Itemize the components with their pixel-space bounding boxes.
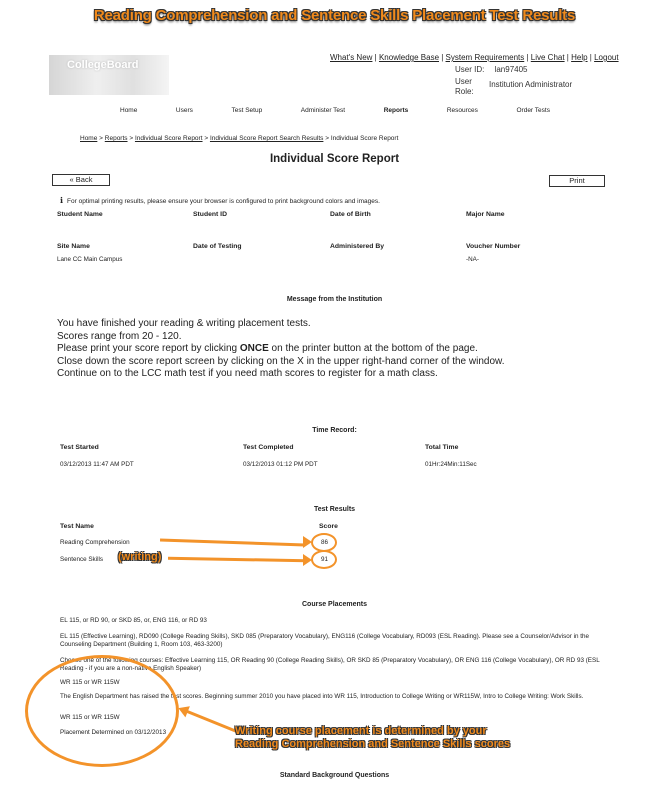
site-name-value: Lane CC Main Campus <box>57 256 123 263</box>
placement-circle <box>25 655 179 767</box>
nav-test-setup[interactable]: Test Setup <box>231 107 263 114</box>
print-button[interactable]: Print <box>549 175 605 187</box>
test-completed-value: 03/12/2013 01:12 PM PDT <box>243 461 318 468</box>
date-testing-header: Date of Testing <box>193 243 242 250</box>
arrow-reading-head <box>303 536 312 548</box>
test-started-value: 03/12/2013 11:47 AM PDT <box>60 461 134 468</box>
arrow-sentence-head <box>303 554 312 566</box>
crumb-current: Individual Score Report <box>330 135 399 142</box>
test-completed-header: Test Completed <box>243 444 294 451</box>
site-name-header: Site Name <box>57 243 90 250</box>
score-header: Score <box>319 523 338 530</box>
nav-order-tests[interactable]: Order Tests <box>516 107 550 114</box>
total-time-header: Total Time <box>425 444 459 451</box>
result-row-reading: Reading Comprehension <box>60 539 130 546</box>
link-knowledge-base[interactable]: Knowledge Base <box>378 53 440 62</box>
student-name-header: Student Name <box>57 211 103 218</box>
main-nav <box>120 107 550 114</box>
time-record-title: Time Record: <box>312 427 357 434</box>
user-id-label: User ID: <box>455 65 485 74</box>
course-placements-title: Course Placements <box>302 601 367 608</box>
crumb-individual[interactable]: Individual Score Report <box>134 135 203 142</box>
writing-tag: (writing) <box>118 551 162 563</box>
annotation-banner <box>0 0 669 34</box>
student-id-header: Student ID <box>193 211 227 218</box>
background-questions-title: Standard Background Questions <box>279 772 390 779</box>
test-started-header: Test Started <box>60 444 99 451</box>
print-note-text: For optimal printing results, please ensure your browser is configured to print background colors and images. <box>67 198 380 205</box>
link-logout[interactable]: Logout <box>594 53 619 62</box>
user-id-value: lan97405 <box>494 65 528 74</box>
message-title: Message from the Institution <box>286 296 383 303</box>
link-whats-new[interactable]: What's New <box>330 53 373 62</box>
user-role-label: User Role: <box>455 77 474 96</box>
placement-line-7: Placement Determined on 03/12/2013 <box>60 729 167 736</box>
link-system-requirements[interactable]: System Requirements <box>445 53 525 62</box>
score-sentence: 91 <box>321 556 329 563</box>
user-role-value: Institution Administrator <box>489 80 573 89</box>
institution-message: You have finished your reading & writing placement tests. Scores range from 20 - 120. Please print your score report by clicking ONCE on the printer button at the bottom of the page. Close down the score report screen by clicking on the X in the upper right-hand corner of the window. Continue on to the LCC math test if you need math scores to register for a math class. <box>57 318 505 379</box>
voucher-value: -NA- <box>466 256 479 263</box>
score-circle-sentence <box>311 550 337 569</box>
info-icon: ℹ <box>60 196 64 205</box>
college-board-logo: CollegeBoard <box>49 55 169 95</box>
banner-text: Reading Comprehension and Sentence Skills Placement Test Results <box>93 7 576 24</box>
score-reading: 86 <box>321 539 329 546</box>
top-links: What's New | Knowledge Base | System Requirements | Live Chat | Help | Logout <box>330 53 619 62</box>
placement-line-2: EL 115 (Effective Learning), RD090 (College Reading Skills), SKD 085 (Preparatory Vocabulary), ENG116 (College Vocabulary, RD093 (ESL Reading). Please see a Counselor/Advisor in the Counseling Department (Building 1, Room 103, 463-3200) <box>60 633 589 649</box>
nav-home[interactable]: Home <box>120 107 138 114</box>
placement-line-5: The English Department has raised the test scores. Beginning summer 2010 you have placed into WR 115, Introduction to College Writing or WR115W, Intro to College Writing: Work Skills. <box>60 693 584 700</box>
callout-text: Writing course placement is determined by your Reading Comprehension and Sentence Skills scores <box>235 725 511 750</box>
user-info <box>455 65 605 97</box>
crumb-search-results[interactable]: Individual Score Report Search Results <box>209 135 324 142</box>
page-title: Individual Score Report <box>269 153 400 165</box>
crumb-reports[interactable]: Reports <box>104 135 128 142</box>
administered-by-header: Administered By <box>330 243 385 250</box>
arrow-reading <box>160 538 305 546</box>
back-button[interactable]: « Back <box>52 174 110 186</box>
breadcrumb: Home > Reports > Individual Score Report > Individual Score Report Search Results > Individual Score Report <box>80 135 399 142</box>
voucher-header: Voucher Number <box>466 243 521 250</box>
nav-administer-test[interactable]: Administer Test <box>300 107 346 114</box>
dob-header: Date of Birth <box>330 211 371 218</box>
nav-users[interactable]: Users <box>175 107 193 114</box>
nav-reports[interactable]: Reports <box>383 107 409 114</box>
major-header: Major Name <box>466 211 505 218</box>
nav-resources[interactable]: Resources <box>446 107 478 114</box>
test-name-header: Test Name <box>60 523 94 530</box>
arrow-sentence <box>168 557 306 562</box>
total-time-value: 01Hr:24Min:11Sec <box>425 461 477 468</box>
crumb-home[interactable]: Home <box>80 135 98 142</box>
placement-line-3: Choose one of the following courses: Effective Learning 115, OR Reading 90 (College Reading Skills), OR SKD 85 (Preparatory Vocabulary), OR ENG 116 (College Vocabulary), OR RD 93 (ESL Reading - if you are a non-native English Speaker) <box>60 657 600 673</box>
link-live-chat[interactable]: Live Chat <box>530 53 565 62</box>
placement-line-6: WR 115 or WR 115W <box>60 714 120 721</box>
test-results-title: Test Results <box>313 506 356 513</box>
link-help[interactable]: Help <box>571 53 588 62</box>
placement-line-1: EL 115, or RD 90, or SKD 85, or, ENG 116, or RD 93 <box>60 617 207 624</box>
result-row-sentence: Sentence Skills <box>60 556 104 563</box>
placement-line-4: WR 115 or WR 115W <box>60 679 120 686</box>
print-note <box>60 196 380 205</box>
